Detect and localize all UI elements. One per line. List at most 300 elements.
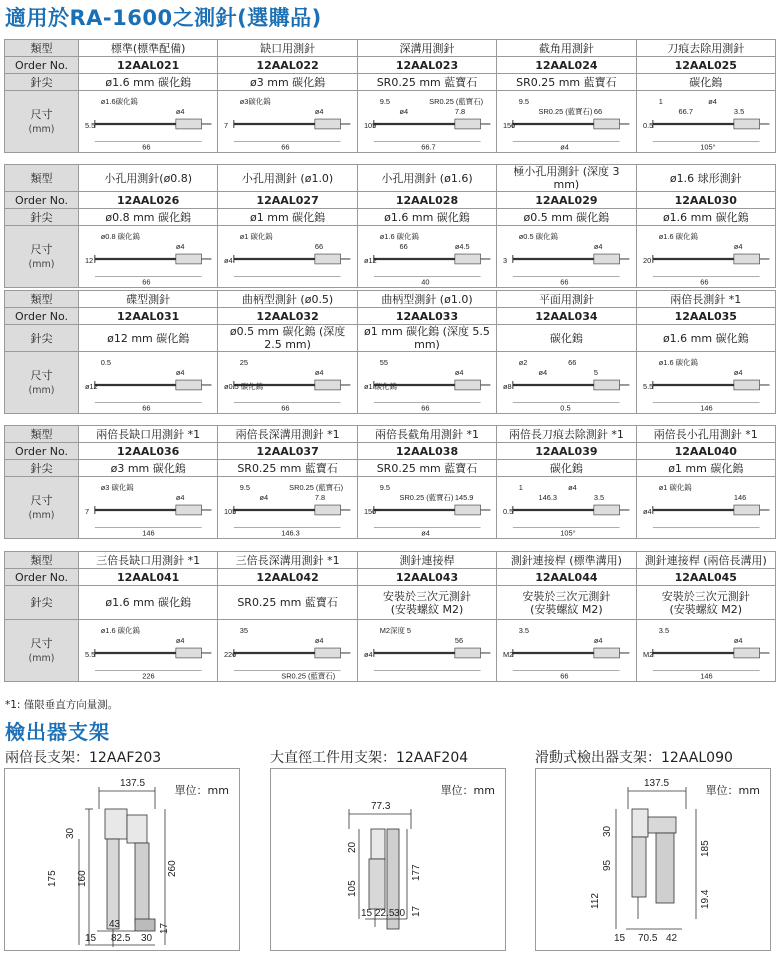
stylus-drawing — [499, 621, 633, 681]
row-label: Order No. — [5, 57, 79, 74]
dimension-value: ø1.6 碳化鎢 — [379, 231, 419, 241]
dim-label: 43 — [109, 919, 121, 930]
dim-label: 77.3 — [371, 801, 391, 812]
dim-label: 30 — [65, 827, 76, 839]
stylus-name: 缺口用測針 — [218, 40, 357, 57]
stylus-tip: SR0.25 mm 藍寶石 — [497, 74, 636, 91]
stand-title-3: 滑動式檢出器支架：12AAL090 — [535, 750, 733, 766]
unit-label: 單位：mm — [705, 784, 760, 797]
stylus-drawing — [499, 227, 633, 287]
dimension-value: 146 — [733, 492, 746, 502]
order-number: 12AAL038 — [357, 443, 496, 460]
dimension-value: 66 — [399, 241, 408, 251]
dimension-value: ø4 — [175, 492, 185, 502]
row-label: 類型 — [5, 291, 79, 308]
dimension-value: 0.5 — [100, 357, 112, 367]
stylus-drawing — [220, 92, 354, 152]
dimension-value: M2 — [642, 649, 653, 659]
stylus-tip: 安裝於三次元測針 (安裝螺紋 M2) — [636, 586, 775, 620]
dimension-value: ø1.6 碳化鎢 — [658, 231, 698, 241]
stylus-tip: 安裝於三次元測針 (安裝螺紋 M2) — [497, 586, 636, 620]
dimension-value: ø4 — [560, 142, 570, 152]
stylus-tip: ø1 mm 碳化鎢 — [218, 209, 357, 226]
dimension-value: ø4 — [315, 367, 324, 377]
dimension-value: ø4 — [315, 106, 324, 116]
dimension-value: SR0.25 (藍寶石) — [538, 106, 593, 116]
dimension-value: 66 — [315, 241, 324, 251]
dim-label: 42 — [666, 933, 678, 944]
dimension-drawing — [636, 620, 775, 682]
stylus-table-4 — [4, 425, 776, 539]
stylus-drawing — [81, 353, 215, 413]
dimension-value: 35 — [240, 625, 249, 635]
order-number: 12AAL034 — [497, 308, 636, 325]
order-number: 12AAL027 — [218, 192, 357, 209]
dimension-value: SR0.25 (藍寶石) — [289, 482, 344, 492]
dim-label-a: 尺寸 — [30, 493, 53, 507]
dimension-drawing — [79, 477, 218, 539]
dimension-drawing — [357, 91, 496, 153]
order-number: 12AAL021 — [79, 57, 218, 74]
stylus-tip: ø0.5 mm 碳化鎢 (深度 2.5 mm) — [218, 325, 357, 352]
dimension-value: ø3碳化鎢 — [240, 96, 272, 106]
dim-label-b: (mm) — [28, 509, 55, 521]
dimension-value: 146 — [699, 403, 713, 413]
dimension-value: 56 — [454, 635, 463, 645]
row-label: 類型 — [5, 552, 79, 569]
stylus-name: 小孔用測針(ø0.8) — [79, 165, 218, 192]
stylus-name: 測針連接桿 (標準溝用) — [497, 552, 636, 569]
order-number: 12AAL024 — [497, 57, 636, 74]
stylus-name: 三倍長缺口用測針 *1 — [79, 552, 218, 569]
dimension-value: SR0.25 (藍寶石) — [428, 96, 483, 106]
dimension-value: 66 — [142, 403, 151, 413]
stylus-name: 兩倍長小孔用測針 *1 — [636, 426, 775, 443]
stylus-drawing — [360, 92, 494, 152]
dimension-value: 66 — [560, 671, 569, 681]
dimension-drawing — [218, 477, 357, 539]
dimension-value: 105° — [699, 142, 716, 152]
row-label — [5, 226, 79, 288]
stylus-name: 測針連接桿 (兩倍長溝用) — [636, 552, 775, 569]
order-number: 12AAL036 — [79, 443, 218, 460]
dim-label: 185 — [700, 840, 711, 857]
stylus-name: 極小孔用測針 (深度 3 mm) — [497, 165, 636, 192]
dimension-drawing — [218, 620, 357, 682]
dimension-value: 7.8 — [454, 106, 465, 116]
dimension-value: ø4 — [733, 241, 743, 251]
dim-label: 17 — [411, 905, 422, 917]
dimension-value: 145.9 — [454, 492, 474, 502]
footnote: *1: 僅限垂直方向量測。 — [5, 699, 119, 711]
order-number: 12AAL039 — [497, 443, 636, 460]
stylus-name: 深溝用測針 — [357, 40, 496, 57]
dimension-drawing — [636, 226, 775, 288]
dimension-value: ø12 — [363, 255, 377, 265]
dim-label-a: 尺寸 — [30, 107, 53, 121]
stylus-name: 小孔用測針 (ø1.6) — [357, 165, 496, 192]
dimension-value: ø4 — [421, 528, 430, 538]
stylus-tip: SR0.25 mm 藍寶石 — [357, 460, 496, 477]
stylus-name: 兩倍長截角用測針 *1 — [357, 426, 496, 443]
dimension-drawing — [218, 91, 357, 153]
stylus-drawing — [360, 478, 494, 538]
dim-label-b: (mm) — [28, 258, 55, 270]
order-number: 12AAL026 — [79, 192, 218, 209]
stylus-drawing — [360, 227, 494, 287]
dim-label: 175 — [47, 870, 58, 887]
stylus-name: 小孔用測針 (ø1.0) — [218, 165, 357, 192]
dim-label: 15 — [361, 908, 373, 919]
dimension-value: 9.5 — [379, 482, 390, 492]
dimension-drawing — [357, 620, 496, 682]
stylus-tip: ø1.6 mm 碳化鎢 — [79, 586, 218, 620]
dimension-value: 146 — [142, 528, 155, 538]
row-label: Order No. — [5, 192, 79, 209]
stylus-name: 兩倍長刀痕去除測針 *1 — [497, 426, 636, 443]
dimension-value: 0.5 — [503, 506, 514, 516]
dimension-drawing — [357, 352, 496, 414]
dimension-drawing — [497, 226, 636, 288]
dimension-drawing — [497, 352, 636, 414]
dimension-value: 66 — [594, 106, 603, 116]
order-number: 12AAL040 — [636, 443, 775, 460]
dimension-value: ø12 — [84, 381, 98, 391]
dim-label: 30 — [141, 933, 153, 944]
dimension-value: 66 — [568, 357, 577, 367]
dimension-value: ø0.5 碳化鎢 — [518, 231, 559, 241]
stylus-tip: SR0.25 mm 藍寶石 — [218, 460, 357, 477]
dimension-value: ø1 碳化鎢 — [240, 231, 274, 241]
dimension-value: 20 — [642, 255, 651, 265]
stylus-name: 三倍長深溝用測針 *1 — [218, 552, 357, 569]
dimension-value: ø4 — [594, 635, 603, 645]
dimension-value: 226 — [142, 671, 155, 681]
dim-label-a: 尺寸 — [30, 242, 53, 256]
order-number: 12AAL041 — [79, 569, 218, 586]
stylus-name: ø1.6 球形測針 — [636, 165, 775, 192]
stylus-drawing — [639, 353, 773, 413]
dimension-drawing — [218, 226, 357, 288]
row-label: 針尖 — [5, 74, 79, 91]
dimension-value: 3.5 — [733, 106, 744, 116]
dimension-value: ø4 — [175, 241, 185, 251]
order-number: 12AAL035 — [636, 308, 775, 325]
dim-label: 22.5 — [375, 908, 395, 919]
stylus-table-5 — [4, 551, 776, 682]
dim-label: 19.4 — [700, 889, 711, 909]
dimension-value: 66.7 — [678, 106, 693, 116]
stylus-table-3 — [4, 290, 776, 414]
stylus-drawing — [639, 92, 773, 152]
dim-label-b: (mm) — [28, 652, 55, 664]
dimension-value: 25 — [240, 357, 249, 367]
stylus-drawing — [360, 353, 494, 413]
dim-label-b: (mm) — [28, 384, 55, 396]
dim-label: 105 — [347, 880, 358, 897]
dimension-drawing — [357, 477, 496, 539]
dimension-drawing — [79, 352, 218, 414]
stylus-tip: ø3 mm 碳化鎢 — [79, 460, 218, 477]
dim-label: 15 — [85, 933, 97, 944]
order-number: 12AAL045 — [636, 569, 775, 586]
dimension-drawing — [497, 477, 636, 539]
stylus-tip: 碳化鎢 — [636, 74, 775, 91]
dimension-value: 0.5 — [560, 403, 571, 413]
dimension-value: ø0.8 碳化鎢 — [100, 231, 140, 241]
stylus-tip: ø3 mm 碳化鎢 — [218, 74, 357, 91]
row-label: Order No. — [5, 308, 79, 325]
dimension-value: ø4 — [642, 506, 652, 516]
stylus-drawing — [499, 92, 633, 152]
stylus-tip: SR0.25 mm 藍寶石 — [218, 586, 357, 620]
dimension-value: 5.5 — [84, 649, 96, 659]
stylus-drawing — [360, 621, 494, 681]
stylus-name: 刀痕去除用測針 — [636, 40, 775, 57]
dim-label: 70.5 — [638, 933, 658, 944]
dimension-value: ø1.6 碳化鎢 — [100, 625, 140, 635]
dimension-value: ø4 — [224, 255, 233, 265]
stylus-name: 兩倍長缺口用測針 *1 — [79, 426, 218, 443]
stylus-name: 測針連接桿 — [357, 552, 496, 569]
order-number: 12AAL032 — [218, 308, 357, 325]
dimension-value: 150° — [503, 120, 519, 130]
stand-3-svg — [536, 769, 772, 952]
row-label: 類型 — [5, 426, 79, 443]
dimension-value: ø4 — [363, 649, 373, 659]
unit-label: 單位：mm — [174, 784, 229, 797]
dimension-value: 7.8 — [315, 492, 326, 502]
dimension-value: ø4 — [538, 367, 548, 377]
dimension-value: ø4 — [259, 492, 269, 502]
row-label: Order No. — [5, 569, 79, 586]
dimension-drawing — [79, 620, 218, 682]
dimension-value: 146.3 — [538, 492, 558, 502]
row-label — [5, 352, 79, 414]
dimension-value: SR0.25 (藍寶石) — [281, 671, 336, 681]
dim-label: 177 — [411, 864, 422, 881]
dim-label: 160 — [77, 870, 88, 887]
stylus-name: 截角用測針 — [497, 40, 636, 57]
dimension-value: ø4 — [733, 635, 743, 645]
order-number: 12AAL037 — [218, 443, 357, 460]
dimension-drawing — [636, 477, 775, 539]
dimension-value: ø4 — [733, 367, 743, 377]
dimension-value: ø4 — [454, 367, 464, 377]
row-label: 類型 — [5, 40, 79, 57]
order-number: 12AAL033 — [357, 308, 496, 325]
row-label — [5, 91, 79, 153]
dimension-value: 66 — [142, 142, 151, 152]
section-title-stands: 檢出器支架 — [5, 720, 110, 744]
dimension-value: ø2 — [518, 357, 528, 367]
dim-label: 260 — [167, 860, 178, 877]
dimension-value: 3.5 — [594, 492, 605, 502]
row-label: 類型 — [5, 165, 79, 192]
dimension-value: SR0.25 (藍寶石) — [399, 492, 454, 502]
dimension-drawing — [357, 226, 496, 288]
dim-label: 30 — [394, 908, 406, 919]
stylus-drawing — [81, 478, 215, 538]
dim-label: 20 — [347, 841, 358, 853]
dimension-value: 5 — [594, 367, 599, 377]
row-label — [5, 620, 79, 682]
unit-label: 單位：mm — [440, 784, 495, 797]
dimension-value: 1 — [518, 482, 524, 492]
dimension-value: 9.5 — [518, 96, 530, 106]
stylus-tip: ø1.6 mm 碳化鎢 — [636, 209, 775, 226]
stylus-drawing — [499, 353, 633, 413]
dimension-value: 55 — [379, 357, 388, 367]
order-number: 12AAL022 — [218, 57, 357, 74]
dimension-drawing — [636, 352, 775, 414]
dimension-value: 66 — [421, 403, 430, 413]
stylus-drawing — [220, 621, 354, 681]
dim-label: 82.5 — [111, 933, 131, 944]
dimension-value: ø1.6碳化鎢 — [100, 96, 138, 106]
dimension-drawing — [636, 91, 775, 153]
order-number: 12AAL028 — [357, 192, 496, 209]
stylus-drawing — [220, 478, 354, 538]
dim-label: 137.5 — [644, 778, 670, 789]
dimension-value: 66 — [560, 277, 569, 287]
dim-label-b: (mm) — [28, 123, 55, 135]
stylus-drawing — [499, 478, 633, 538]
stylus-tip: ø1.6 mm 碳化鎢 — [357, 209, 496, 226]
dimension-drawing — [79, 226, 218, 288]
stylus-name: 碟型測針 — [79, 291, 218, 308]
stylus-tip: 碳化鎢 — [497, 460, 636, 477]
stand-drawing-1 — [4, 768, 240, 951]
stylus-tip: ø0.8 mm 碳化鎢 — [79, 209, 218, 226]
stand-title-1: 兩倍長支架：12AAF203 — [5, 750, 162, 766]
stylus-name: 兩倍長深溝用測針 *1 — [218, 426, 357, 443]
dimension-value: 146 — [699, 671, 713, 681]
stylus-name: 標準(標準配備) — [79, 40, 218, 57]
order-number: 12AAL031 — [79, 308, 218, 325]
stylus-tip: ø1.6 mm 碳化鎢 — [636, 325, 775, 352]
dim-label: 15 — [614, 933, 626, 944]
stylus-drawing — [639, 621, 773, 681]
dimension-value: 3.5 — [658, 625, 669, 635]
dim-label: 17 — [159, 922, 170, 934]
order-number: 12AAL023 — [357, 57, 496, 74]
dimension-value: 7 — [84, 506, 90, 516]
stylus-tip: ø12 mm 碳化鎢 — [79, 325, 218, 352]
dimension-value: M2 — [503, 649, 514, 659]
order-number: 12AAL042 — [218, 569, 357, 586]
dimension-value: ø4 — [594, 241, 603, 251]
dimension-value: 0.5 — [642, 120, 653, 130]
order-number: 12AAL025 — [636, 57, 775, 74]
dimension-value: 66 — [699, 277, 709, 287]
stylus-tip: 安裝於三次元測針 (安裝螺紋 M2) — [357, 586, 496, 620]
dimension-value: 5.5 — [642, 381, 653, 391]
stylus-tip: SR0.25 mm 藍寶石 — [357, 74, 496, 91]
dimension-value: 40 — [421, 277, 430, 287]
dimension-value: 9.5 — [379, 96, 390, 106]
stylus-name: 平面用測針 — [497, 291, 636, 308]
dim-label-a: 尺寸 — [30, 368, 53, 382]
dim-label: 137.5 — [120, 778, 146, 789]
dimension-value: ø4.5 — [454, 241, 470, 251]
dim-label: 112 — [590, 893, 601, 909]
stylus-name: 曲柄型測針 (ø1.0) — [357, 291, 496, 308]
dim-label: 95 — [602, 859, 613, 871]
stylus-drawing — [220, 353, 354, 413]
dimension-value: ø4 — [175, 635, 185, 645]
dimension-value: 5.5 — [84, 120, 96, 130]
stand-drawing-2 — [270, 768, 506, 951]
order-number: 12AAL030 — [636, 192, 775, 209]
dimension-value: ø4 — [707, 96, 717, 106]
stand-title-2: 大直徑工件用支架：12AAF204 — [270, 750, 469, 766]
dimension-value: ø8 — [503, 381, 512, 391]
dimension-value: 12 — [84, 255, 94, 265]
row-label: Order No. — [5, 443, 79, 460]
stand-drawing-3 — [535, 768, 771, 951]
row-label — [5, 477, 79, 539]
dimension-value: ø4 — [175, 367, 185, 377]
row-label: 針尖 — [5, 209, 79, 226]
row-label: 針尖 — [5, 586, 79, 620]
stylus-tip: ø0.5 mm 碳化鎢 — [497, 209, 636, 226]
dimension-value: 146.3 — [281, 528, 301, 538]
stylus-drawing — [81, 92, 215, 152]
dim-label-a: 尺寸 — [30, 636, 53, 650]
dim-label: 30 — [602, 825, 613, 837]
dimension-value: 105° — [560, 528, 576, 538]
stylus-drawing — [220, 227, 354, 287]
dimension-value: 9.5 — [240, 482, 251, 492]
dimension-value: ø1 碳化鎢 — [658, 482, 692, 492]
stylus-table-1 — [4, 39, 776, 153]
dimension-value: 150° — [363, 506, 380, 516]
stand-2-svg — [271, 769, 507, 952]
stylus-table-2 — [4, 164, 776, 288]
dimension-value: 7 — [224, 120, 229, 130]
stylus-tip: ø1.6 mm 碳化鎢 — [79, 74, 218, 91]
dimension-value: ø0.5 碳化鎢 — [224, 381, 264, 391]
stylus-tip: ø1 mm 碳化鎢 (深度 5.5 mm) — [357, 325, 496, 352]
row-label: 針尖 — [5, 325, 79, 352]
dimension-drawing — [497, 620, 636, 682]
dimension-drawing — [79, 91, 218, 153]
stylus-name: 兩倍長測針 *1 — [636, 291, 775, 308]
dimension-value: ø4 — [175, 106, 185, 116]
dimension-value: 3 — [503, 255, 508, 265]
dimension-value: ø4 — [399, 106, 408, 116]
dimension-value: ø1 碳化鎢 — [363, 381, 397, 391]
dimension-value: 1 — [658, 96, 663, 106]
stylus-drawing — [81, 621, 215, 681]
stylus-tip: ø1 mm 碳化鎢 — [636, 460, 775, 477]
page-title: 適用於RA-1600之測針(選購品) — [5, 6, 322, 30]
order-number: 12AAL043 — [357, 569, 496, 586]
order-number: 12AAL044 — [497, 569, 636, 586]
dimension-value: 226 — [224, 649, 237, 659]
order-number: 12AAL029 — [497, 192, 636, 209]
dimension-drawing — [218, 352, 357, 414]
dimension-value: ø4 — [315, 635, 324, 645]
dimension-value: 66 — [281, 142, 290, 152]
dimension-value: 66 — [142, 277, 151, 287]
stylus-drawing — [81, 227, 215, 287]
stylus-drawing — [639, 478, 773, 538]
dimension-value: 105° — [363, 120, 380, 130]
dimension-drawing — [497, 91, 636, 153]
dimension-value: 3.5 — [518, 625, 530, 635]
